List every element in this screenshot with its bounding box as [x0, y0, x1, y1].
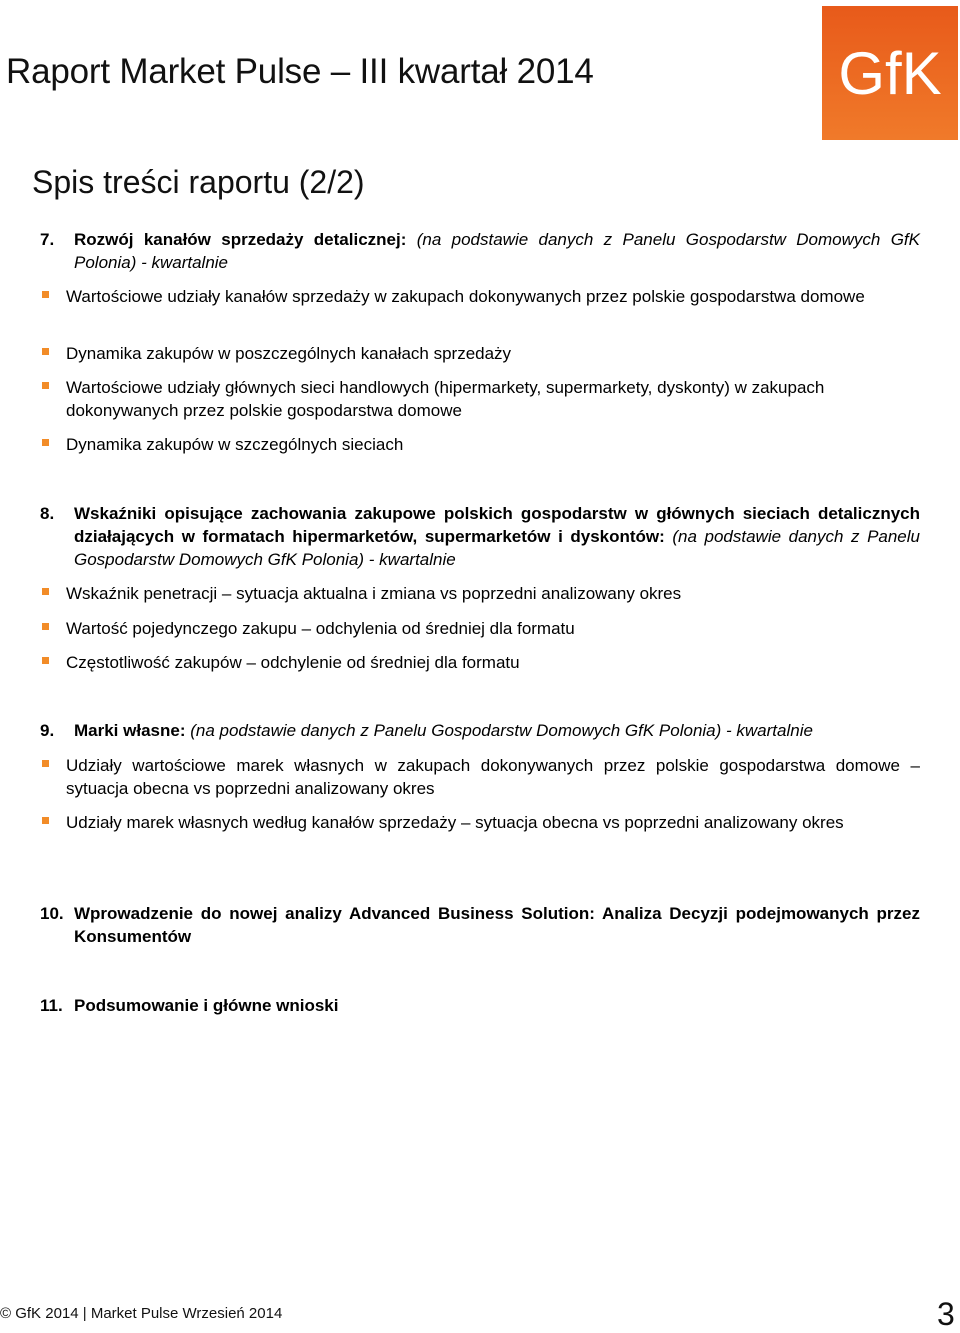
- section-number: 8.: [40, 504, 55, 523]
- list-item: [40, 651, 920, 674]
- square-bullet-icon: [42, 760, 49, 767]
- square-bullet-icon: [42, 588, 49, 595]
- square-bullet-icon: [42, 817, 49, 824]
- page-subtitle: Spis treści raportu (2/2): [32, 164, 365, 200]
- list-item: [40, 285, 920, 308]
- list-item-text: Wskaźnik penetracji – sytuacja aktualna i zmiana vs poprzedni analizowany okres: [66, 584, 682, 603]
- section-heading: Marki własne:: [74, 721, 186, 740]
- square-bullet-icon: [42, 291, 49, 298]
- section-heading: Podsumowanie i główne wnioski: [74, 996, 339, 1015]
- square-bullet-icon: [42, 657, 49, 664]
- list-item: [40, 342, 920, 365]
- toc-section-11: [40, 994, 920, 1017]
- logo-text: GfK: [838, 40, 942, 107]
- list-item-text: Częstotliwość zakupów – odchylenie od średniej dla formatu: [66, 653, 520, 672]
- list-item: [40, 811, 920, 834]
- section-note: (na podstawie danych z Panelu Gospodarstw Domowych GfK Polonia) - kwartalnie: [190, 721, 813, 740]
- section-number: 11.: [40, 996, 63, 1015]
- section-number: 7.: [40, 230, 55, 249]
- square-bullet-icon: [42, 348, 49, 355]
- footer-text: © GfK 2014 | Market Pulse Wrzesień 2014: [0, 1305, 283, 1322]
- list-item-text: Udziały marek własnych według kanałów sprzedaży – sytuacja obecna vs poprzedni analizowany okres: [66, 813, 844, 832]
- square-bullet-icon: [42, 382, 49, 389]
- list-item-text: Wartościowe udziały kanałów sprzedaży w zakupach dokonywanych przez polskie gospodarstwa domowe: [66, 287, 865, 306]
- list-item-text: Wartościowe udziały głównych sieci handlowych (hipermarkety, supermarkety, dyskonty) w zakupach dokonywanych przez polskie gospodarstwa domowe: [66, 378, 825, 420]
- gfk-logo: [822, 6, 958, 140]
- list-item: [40, 754, 920, 800]
- list-item-text: Wartość pojedynczego zakupu – odchylenia od średniej dla formatu: [66, 619, 575, 638]
- list-item: [40, 376, 920, 422]
- section-note: (na podstawie danych z Panelu Gospodarstw Domowych GfK Polonia) - kwartalnie: [74, 527, 920, 569]
- section-heading: Rozwój kanałów sprzedaży detalicznej:: [74, 230, 407, 249]
- list-item: [40, 433, 920, 456]
- list-item: [40, 617, 920, 640]
- page-title: Raport Market Pulse – III kwartał 2014: [6, 52, 594, 91]
- page-number: 3: [937, 1296, 955, 1332]
- toc-section-7: [40, 228, 920, 274]
- list-item: [40, 582, 920, 605]
- toc-section-10: [40, 902, 920, 948]
- section-note: (na podstawie danych z Panelu Gospodarstw Domowych GfK Polonia) - kwartalnie: [74, 230, 920, 272]
- list-item-text: Udziały wartościowe marek własnych w zakupach dokonywanych przez polskie gospodarstwa domowe – sytuacja obecna vs poprzedni analizowany okres: [66, 756, 920, 798]
- section-heading: Wprowadzenie do nowej analizy Advanced Business Solution: Analiza Decyzji podejmowanych przez Konsumentów: [74, 904, 920, 946]
- section-number: 10.: [40, 904, 64, 923]
- list-item-text: Dynamika zakupów w poszczególnych kanałach sprzedaży: [66, 344, 512, 363]
- list-item-text: Dynamika zakupów w szczególnych sieciach: [66, 435, 404, 454]
- square-bullet-icon: [42, 623, 49, 630]
- square-bullet-icon: [42, 439, 49, 446]
- section-number: 9.: [40, 721, 55, 740]
- section-heading: Wskaźniki opisujące zachowania zakupowe polskich gospodarstw w głównych sieciach detalicznych działających w formatach hipermarketów, supermarketów i dyskontów:: [74, 504, 920, 546]
- toc-section-9: [40, 719, 920, 742]
- toc-section-8: [40, 502, 920, 571]
